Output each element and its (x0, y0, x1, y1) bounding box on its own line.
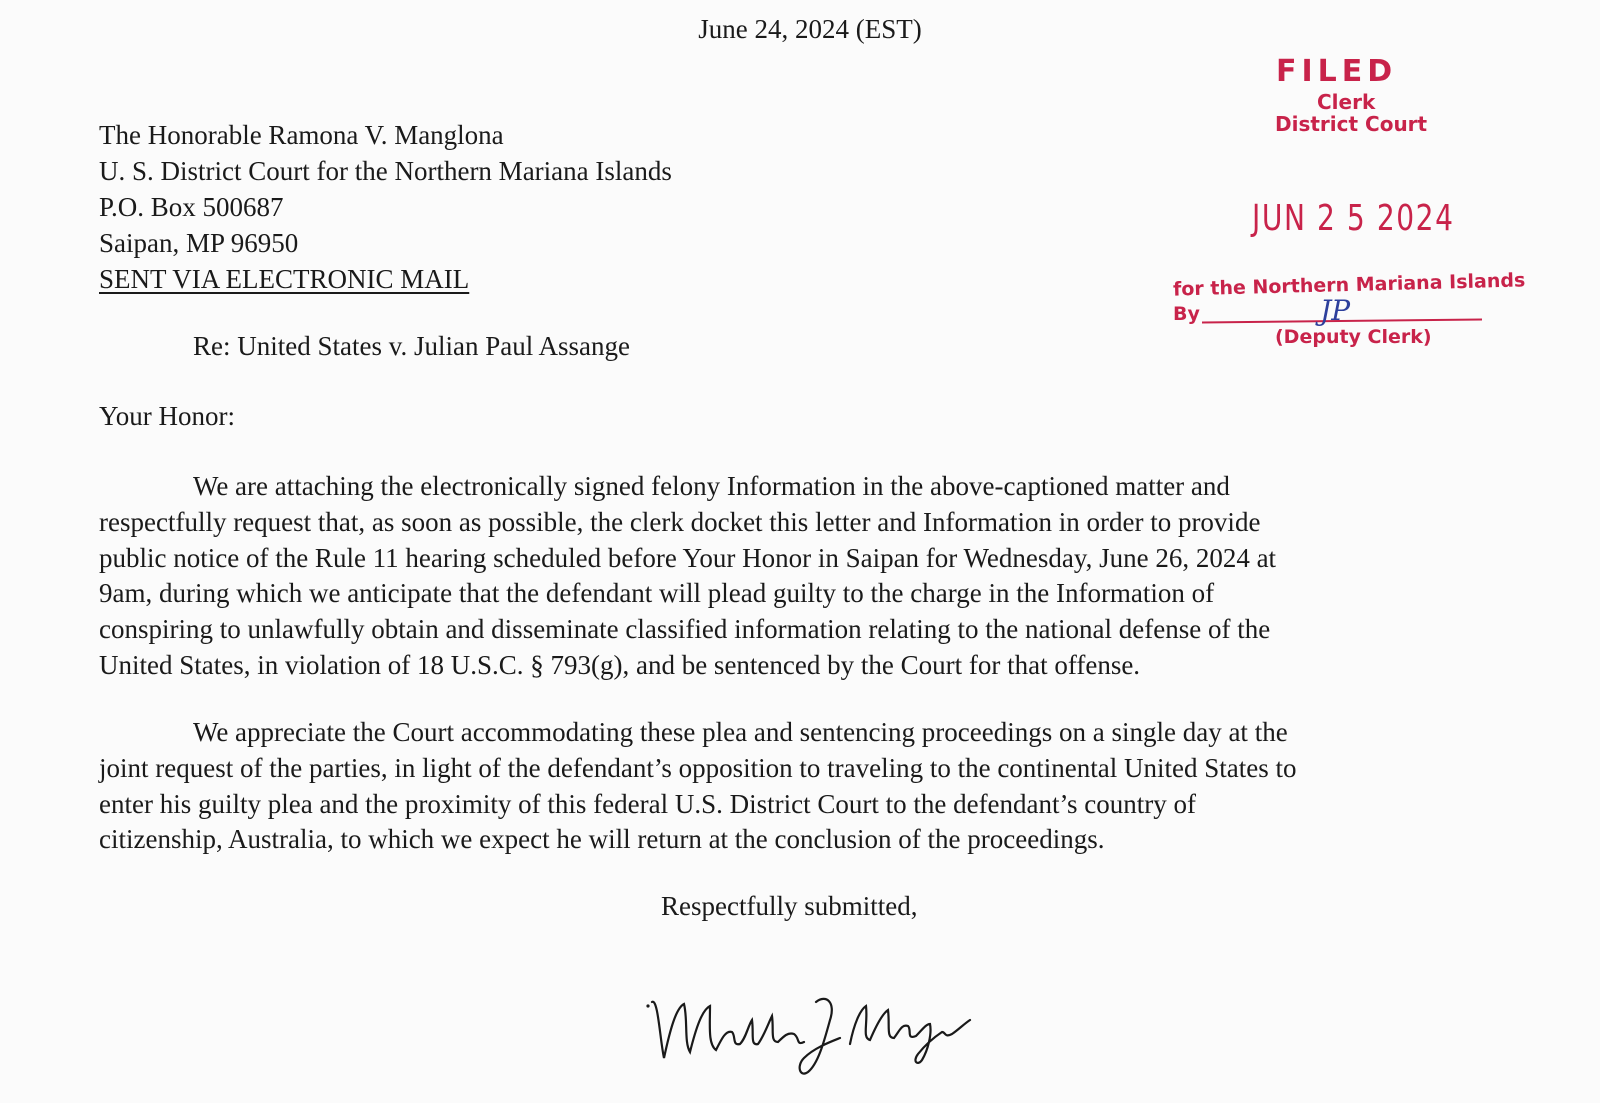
paragraph-line: enter his guilty plea and the proximity of this federal U.S. District Court to the defendant’s country of (99, 788, 1197, 819)
clerk-initials: JP (1320, 294, 1351, 327)
address-line: The Honorable Ramona V. Manglona (99, 120, 504, 150)
recipient-address (99, 117, 672, 297)
paragraph-line: citizenship, Australia, to which we expect he will return at the conclusion of the proceedings. (99, 824, 1105, 855)
stamp-by-label: By (1173, 303, 1200, 325)
paragraph-line: 9am, during which we anticipate that the defendant will plead guilty to the charge in the Information of (99, 578, 1215, 609)
closing: Respectfully submitted, (661, 891, 918, 921)
salutation: Your Honor: (99, 401, 236, 431)
stamp-court-text: District Court (1275, 112, 1428, 136)
paragraph-line: respectfully request that, as soon as possible, the clerk docket this letter and Information in order to provide (99, 506, 1261, 537)
handwritten-signature (640, 980, 980, 1080)
filed-stamp (1172, 50, 1540, 370)
paragraph-line: conspiring to unlawfully obtain and disseminate classified information relating to the national defense of the (99, 614, 1271, 645)
paragraph-line: We are attaching the electronically signed felony Information in the above-captioned matter and (193, 471, 1230, 501)
subject-line: Re: United States v. Julian Paul Assange (193, 331, 630, 361)
delivery-method: SENT VIA ELECTRONIC MAIL (99, 264, 470, 294)
stamp-region-text: for the Northern Mariana Islands (1172, 269, 1526, 301)
body-paragraph-2 (99, 715, 1499, 858)
paragraph-line: We appreciate the Court accommodating these plea and sentencing proceedings on a single day at the (193, 717, 1288, 747)
stamp-clerk-text: Clerk (1317, 90, 1376, 114)
paragraph-line: public notice of the Rule 11 hearing scheduled before Your Honor in Saipan for Wednesday, June 26, 2024 at (99, 542, 1277, 573)
body-paragraph-1 (99, 469, 1499, 684)
stamp-date: JUN 2 5 2024 (1252, 198, 1455, 239)
address-line: Saipan, MP 96950 (99, 228, 299, 258)
paragraph-line: United States, in violation of 18 U.S.C. § 793(g), and be sentenced by the Court for that offense. (99, 649, 1141, 680)
letter-date: June 24, 2024 (EST) (698, 14, 922, 44)
paragraph-line: joint request of the parties, in light of the defendant’s opposition to traveling to the continental United States to (99, 752, 1297, 783)
stamp-deputy-clerk-text: (Deputy Clerk) (1275, 326, 1432, 348)
stamp-filed-text: FILED (1276, 54, 1398, 89)
address-line: U. S. District Court for the Northern Mariana Islands (99, 156, 672, 186)
address-line: P.O. Box 500687 (99, 192, 284, 222)
